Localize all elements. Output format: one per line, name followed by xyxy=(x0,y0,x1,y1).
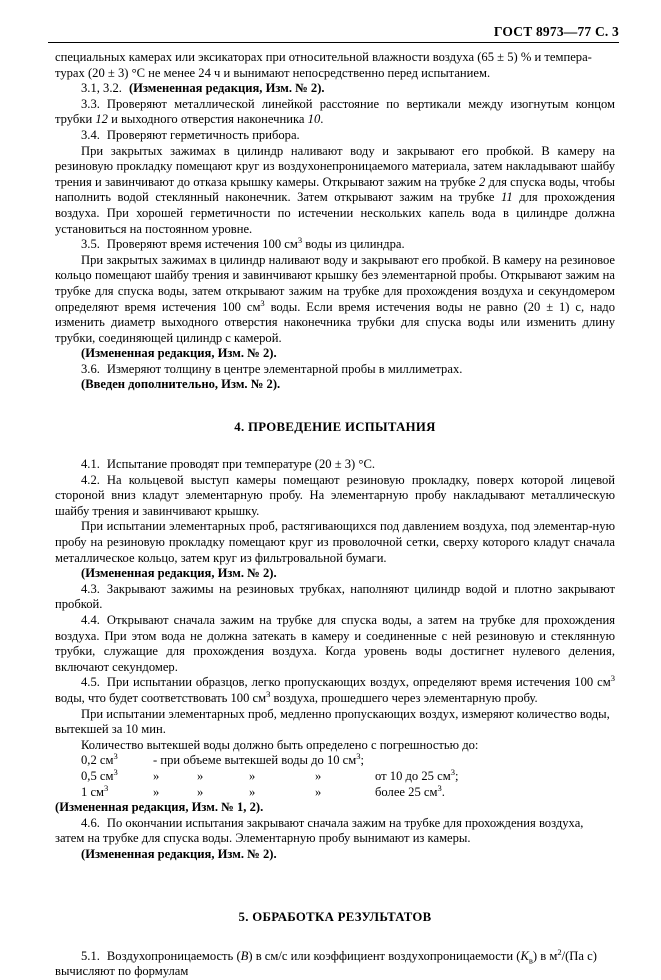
unit-exponent-cm3: 3 xyxy=(113,751,118,762)
tolerance-value xyxy=(81,766,153,785)
clause-number-4-4: 4.4. xyxy=(81,613,100,627)
clause-3-4-detail-a: При закрытых зажимах в цилиндр наливают воду и закрывают его пробкой. В камеру на резиновую прокладку помещают круг из воздухонепроницаемого материала, затем накладывают шайбу трения и завинчивают до отказа крышку камеры. Открывают зажим на трубке xyxy=(55,143,615,189)
clause-3-3-period: . xyxy=(320,112,324,127)
unit-exponent-cm3: 3 xyxy=(260,297,265,308)
section-heading-5: 5. ОБРАБОТКА РЕЗУЛЬТАТОВ xyxy=(238,909,432,924)
clause-3-5-detail-b: воды. Если время истечения воды не равно (20 ± 1) с, надо изменить диаметр выходного отверстия наконечника трубки для спуска воды или изменить длину трубки, соединяющей цилиндр с камерой. xyxy=(55,299,615,345)
clause-number-3-3: 3.3. xyxy=(81,96,100,111)
paragraph-3-6 xyxy=(55,362,615,378)
clause-number-3-1-3-2: 3.1, 3.2. xyxy=(81,81,122,96)
revision-note-4-2: (Измененная редакция, Изм. № 2). xyxy=(81,566,277,581)
tolerance-description xyxy=(375,782,458,801)
paragraph-5-1 xyxy=(55,946,615,980)
paragraph-4-5-note xyxy=(55,800,615,816)
clause-4-5-text-a: При испытании образцов, легко пропускающих воздух, определяют время истечения 100 см xyxy=(106,675,611,690)
tolerance-value-text: 1 см xyxy=(81,784,105,799)
page-header xyxy=(48,24,619,46)
section-heading-4: 4. ПРОВЕДЕНИЕ ИСПЫТАНИЯ xyxy=(234,420,436,435)
unit-exponent-cm3: 3 xyxy=(297,234,303,245)
clause-3-4-detail-c: для прохождения воздуха. При хорошей герметичности по истечении нескольких капель вода в цилиндре должна установиться на постоянном уровне. xyxy=(55,190,615,236)
page-header-rule xyxy=(48,42,619,43)
clause-3-3-text-b: и выходного отверстия наконечника xyxy=(111,112,305,127)
clause-5-1-text-b: ) в см/с или коэффициент воздухопроницаемости ( xyxy=(248,948,521,963)
clause-3-4-text: Проверяют герметичность прибора. xyxy=(106,127,300,142)
paragraph-3-5-note xyxy=(55,346,615,362)
clause-3-3-text-a: Проверяют металлической линейкой расстояние по вертикали между изогнутым концом трубки xyxy=(55,96,615,127)
revision-note-4-5: (Измененная редакция, Изм. № 1, 2). xyxy=(55,800,264,815)
clause-3-6-text: Измеряют толщину в центре элементарной пробы в миллиметрах. xyxy=(106,361,463,376)
clause-5-1-text-a: Воздухопроницаемость ( xyxy=(106,948,241,963)
table-row xyxy=(81,753,458,769)
variable-b: B xyxy=(240,948,249,963)
clause-5-1-text-c: ) в м xyxy=(532,948,558,963)
paragraph-4-1 xyxy=(55,457,615,473)
clause-4-5-text-c: воздуха, прошедшего через элементарную пробу. xyxy=(270,690,538,705)
ditto-mark: » xyxy=(315,784,322,799)
clause-number-3-4: 3.4. xyxy=(81,127,100,142)
tolerance-description-punct: ; xyxy=(360,753,365,768)
part-reference-12: 12 xyxy=(95,112,108,127)
clause-number-4-3: 4.3. xyxy=(81,581,100,596)
part-reference-11: 11 xyxy=(501,190,513,205)
clause-4-5-text-b: воды, что будет соответствовать 100 см xyxy=(55,690,267,705)
ditto-mark: » xyxy=(153,768,160,783)
unit-exponent-cm3: 3 xyxy=(113,766,118,777)
spacer-after-section-4 xyxy=(55,435,615,457)
table-row xyxy=(81,785,458,801)
intro-line-1: специальных камерах или эксикаторах при относительной влажности воздуха (65 ± 5) % и темпера- xyxy=(55,50,592,64)
paragraph-3-4-detail xyxy=(55,144,615,238)
tolerance-table-body xyxy=(81,753,458,800)
clause-4-4-text: Открывают сначала зажим на трубке для спуска воды, а затем на трубке для прохождения воздуха. При этом вода не должна затекать в камеру и соединенные с ней резиновую и стеклянную трубки, служащие для прохождения воздуха. Когда уровень воды достигнет нулевого деления, включают секундомер. xyxy=(55,613,615,674)
ditto-mark: » xyxy=(249,768,256,783)
paragraph-3-1-3-2 xyxy=(55,81,615,97)
unit-exponent-cm3: 3 xyxy=(610,673,615,684)
page-header-text: ГОСТ 8973—77 С. 3 xyxy=(493,24,619,39)
ditto-mark: » xyxy=(315,768,322,783)
tolerance-description-punct: ; xyxy=(454,768,459,783)
clause-4-6-text: По окончании испытания закрывают сначала зажим на трубке для прохождения воздуха, затем на трубке для спуска воды. Элементарную пробу вынимают из камеры. xyxy=(55,815,584,846)
dash-separator: - xyxy=(153,753,158,768)
paragraph-4-5-detail xyxy=(55,707,615,738)
clause-number-4-1: 4.1. xyxy=(81,457,100,472)
unit-exponent-cm3: 3 xyxy=(356,751,361,762)
table-row xyxy=(81,769,458,785)
spacer-after-section-5 xyxy=(55,925,615,949)
paragraph-4-6 xyxy=(55,816,615,847)
clause-4-2-detail-text: При испытании элементарных проб, растягивающихся под давлением воздуха, под элементар-ную пробу на резиновую прокладку помещают круг из проволочной сетки, сверху которого кладут сначала металлическое кольцо, затем круг из фильтровальной бумаги. xyxy=(55,519,615,565)
paragraph-4-5-precision-intro xyxy=(55,738,615,754)
clause-number-3-6: 3.6. xyxy=(81,361,100,376)
unit-exponent-cm3: 3 xyxy=(104,782,109,793)
precision-intro-text: Количество вытекшей воды должно быть определено с погрешностью до: xyxy=(81,737,479,752)
revision-note-3-1-3-2: (Измененная редакция, Изм. № 2). xyxy=(128,81,325,96)
clause-4-3-text: Закрывают зажимы на резиновых трубках, наполняют цилиндр водой и плотно закрывают пробкой. xyxy=(55,581,615,612)
spacer-before-section-5 xyxy=(55,863,615,909)
paragraph-4-2-detail xyxy=(55,519,615,566)
spacer-before-section-4 xyxy=(55,393,615,419)
unit-exponent-cm3: 3 xyxy=(437,782,442,793)
paragraph-3-5 xyxy=(55,234,615,253)
clause-number-4-2: 4.2. xyxy=(81,472,100,487)
intro-line-2: турах (20 ± 3) °С не менее 24 ч и вынимают непосредственно перед испытанием. xyxy=(55,65,491,80)
tolerance-description xyxy=(153,753,458,769)
part-reference-2: 2 xyxy=(478,174,486,189)
revision-note-3-5: (Измененная редакция, Изм. № 2). xyxy=(81,346,277,361)
clause-3-4-detail-b: для спуска воды, чтобы наполнить водой стеклянный наконечник. Затем открывают зажим на трубке xyxy=(55,174,615,205)
paragraph-3-5-detail xyxy=(55,253,615,347)
tolerance-value-text: 0,2 см xyxy=(81,753,114,768)
tolerance-description-text: при объеме вытекшей воды до 10 см xyxy=(160,753,357,768)
document-body xyxy=(55,50,615,980)
clause-3-5-text-b: воды из цилиндра. xyxy=(302,237,405,252)
unit-exponent-cm3: 3 xyxy=(266,688,271,699)
clause-4-2-text: На кольцевой выступ камеры помещают резиновую прокладку, поверх которой лицевой стороной вниз кладут элементарную пробу. На элементарную пробу накладывают металлическую шайбу трения и завинчивают крышку. xyxy=(55,472,615,518)
tolerance-description-text: более 25 см xyxy=(375,784,438,799)
tolerance-value xyxy=(81,782,153,801)
tolerance-value-text: 0,5 см xyxy=(81,768,114,783)
tolerance-table xyxy=(81,753,458,800)
paragraph-3-4 xyxy=(55,128,615,144)
clause-number-5-1: 5.1. xyxy=(81,948,100,963)
tolerance-description-text: от 10 до 25 см xyxy=(375,768,451,783)
variable-k-subscript: в xyxy=(528,955,533,966)
paragraph-intro xyxy=(55,50,615,81)
tolerance-description-punct: . xyxy=(441,784,445,799)
paragraph-4-3 xyxy=(55,582,615,613)
unit-exponent-cm3: 3 xyxy=(450,766,455,777)
ditto-mark: » xyxy=(197,784,204,799)
ditto-mark: » xyxy=(153,784,160,799)
revision-note-3-6: (Введен дополнительно, Изм. № 2). xyxy=(81,377,281,392)
ditto-mark: » xyxy=(249,784,256,799)
clause-3-5-detail-a: При закрытых зажимах в цилиндр наливают воду и закрывают его пробкой. В камеру на резиновое кольцо помещают шайбу трения и завинчивают крышку без элементарной пробы. Открывают зажим на трубке для спуска воды, затем открывают зажим на трубке для прохождения воздуха и секундомером определяют время истечения 100 см xyxy=(55,252,615,314)
paragraph-3-3 xyxy=(55,97,615,128)
clause-4-1-text: Испытание проводят при температуре (20 ± 3) °С. xyxy=(106,457,375,472)
paragraph-3-6-note xyxy=(55,377,615,393)
revision-note-4-6: (Измененная редакция, Изм. № 2). xyxy=(81,846,277,861)
paragraph-4-6-note xyxy=(55,847,615,863)
variable-k: K xyxy=(520,948,529,963)
paragraph-4-5 xyxy=(55,675,615,706)
paragraph-4-2 xyxy=(55,473,615,520)
clause-5-1-text-d: /(Па с) вычисляют по формулам xyxy=(55,948,597,979)
ditto-mark: » xyxy=(197,768,204,783)
clause-number-3-5: 3.5. xyxy=(81,237,100,252)
clause-number-4-5: 4.5. xyxy=(81,675,100,690)
paragraph-4-2-note xyxy=(55,566,615,582)
part-reference-10: 10 xyxy=(307,112,321,127)
clause-3-5-text-a: Проверяют время истечения 100 см xyxy=(106,237,298,252)
clause-number-4-6: 4.6. xyxy=(81,815,100,830)
tolerance-description xyxy=(375,766,459,785)
unit-exponent-m2: 2 xyxy=(557,946,562,957)
paragraph-4-4 xyxy=(55,613,615,675)
clause-4-5-detail-text: При испытании элементарных проб, медленно пропускающих воздух, измеряют количество воды, вытекшей за 10 мин. xyxy=(55,706,610,737)
